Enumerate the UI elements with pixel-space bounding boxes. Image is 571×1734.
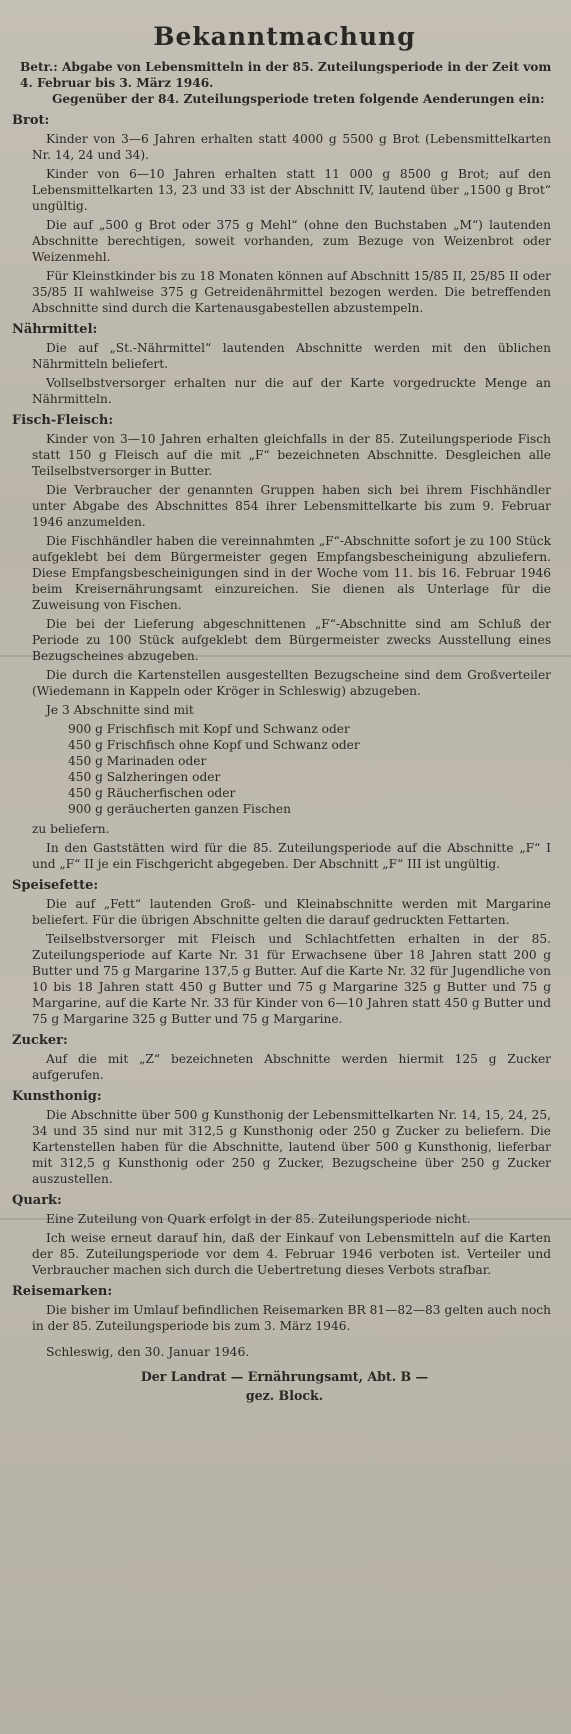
list-item: 450 g Räucherfischen oder — [68, 786, 236, 800]
kunsthonig-paragraph: Die Abschnitte über 500 g Kunsthonig der Lebensmittelkarten Nr. 14, 15, 24, 25, 34 und 35 sind nur mit 312,5 g Kunsthonig oder 250 g Zucker zu beliefern. Die Kartenstellen haben für die Abschnitte, lautend über 500 g Kunsthonig, lieferbar mit 312,5 g Kunsthonig oder 250 g Zucker, Bezugscheine über 250 g Zucker auszustellen. — [32, 1108, 551, 1186]
fish-quantity-list — [68, 721, 557, 817]
fisch-paragraph: Die Verbraucher der genannten Gruppen haben sich bei ihrem Fischhändler unter Abgabe des Abschnittes 854 ihrer Lebensmittelkarte bis zum 9. Februar 1946 anzumelden. — [32, 483, 551, 529]
brot-paragraph: Die auf „500 g Brot oder 375 g Mehl“ (ohne den Buchstaben „M“) lautenden Abschnitte berechtigen, soweit vorhanden, zum Bezuge von Weizenbrot oder Weizenmehl. — [32, 218, 551, 264]
brot-paragraph: Kinder von 6—10 Jahren erhalten statt 11 000 g 8500 g Brot; auf den Lebensmittelkarten 13, 23 und 33 ist der Abschnitt IV, lautend über „1500 g Brot“ ungültig. — [32, 167, 551, 213]
paper-fold — [0, 1218, 571, 1220]
fisch-paragraph: In den Gaststätten wird für die 85. Zuteilungsperiode auf die Abschnitte „F“ I und „F“ II je ein Fischgericht abgegeben. Der Abschnitt „F“ III ist ungültig. — [32, 841, 551, 871]
speisefette-paragraph: Teilselbstversorger mit Fleisch und Schlachtfetten erhalten in der 85. Zuteilungsperiode auf Karte Nr. 31 für Erwachsene über 18 Jahren statt 200 g Butter und 75 g Margarine 137,5 g Butter. Auf die Karte Nr. 32 für Jugendliche von 10 bis 18 Jahren statt 450 g Butter und 75 g Margarine 325 g Butter und 75 g Margarine, auf die Karte Nr. 33 für Kinder von 6—10 Jahren statt 450 g Butter und 75 g Margarine 325 g Butter und 75 g Margarine. — [32, 932, 551, 1026]
brot-paragraph: Für Kleinstkinder bis zu 18 Monaten können auf Abschnitt 15/85 II, 25/85 II oder 35/85 II wahlweise 375 g Getreidenährmittel bezogen werden. Die betreffenden Abschnitte sind durch die Kartenausgabestellen abzustempeln. — [32, 269, 551, 315]
list-item: 450 g Marinaden oder — [68, 754, 207, 768]
list-item: 450 g Salzheringen oder — [68, 770, 221, 784]
place-date: Schleswig, den 30. Januar 1946. — [46, 1344, 250, 1359]
fisch-paragraph: Die Fischhändler haben die vereinnahmten „F“-Abschnitte sofort je zu 100 Stück aufgeklebt bei dem Bürgermeister gegen Empfangsbescheinigung abzuliefern. Diese Empfangsbescheinigungen sind in der Woche vom 11. bis 16. Februar 1946 beim Kreisernährungsamt einzureichen. Sie dienen als Unterlage für die Zuweisung von Fischen. — [32, 534, 551, 612]
section-heading-reisemarken: Reisemarken: — [12, 1284, 113, 1299]
section-heading-kunsthonig: Kunsthonig: — [12, 1089, 102, 1104]
intro-line: Gegenüber der 84. Zuteilungsperiode treten folgende Aenderungen ein: — [52, 92, 545, 106]
fisch-after-list: zu beliefern. — [32, 822, 110, 836]
reisemarken-paragraph: Die bisher im Umlauf befindlichen Reisemarken BR 81—82—83 gelten auch noch in der 85. Zuteilungsperiode bis zum 3. März 1946. — [32, 1303, 551, 1333]
list-item: 900 g geräucherten ganzen Fischen — [68, 802, 291, 816]
naehrmittel-paragraph: Vollselbstversorger erhalten nur die auf der Karte vorgedruckte Menge an Nährmitteln. — [32, 376, 551, 406]
section-heading-brot: Brot: — [12, 113, 50, 128]
list-item: 450 g Frischfisch ohne Kopf und Schwanz oder — [68, 738, 360, 752]
zucker-paragraph: Auf die mit „Z“ bezeichneten Abschnitte werden hiermit 125 g Zucker aufgerufen. — [32, 1052, 551, 1082]
speisefette-paragraph: Die auf „Fett“ lautenden Groß- und Kleinabschnitte werden mit Margarine beliefert. Für die übrigen Abschnitte gelten die darauf gedruckten Fettarten. — [32, 897, 551, 927]
subject-line: Betr.: Abgabe von Lebensmitteln in der 85. Zuteilungsperiode in der Zeit vom 4. Februar bis 3. März 1946. — [20, 60, 552, 90]
section-heading-zucker: Zucker: — [12, 1033, 68, 1048]
naehrmittel-paragraph: Die auf „St.-Nährmittel“ lautenden Abschnitte werden mit den üblichen Nährmitteln beliefert. — [32, 341, 551, 371]
page-title: Bekanntmachung — [153, 22, 416, 51]
section-heading-speisefette: Speisefette: — [12, 878, 99, 893]
brot-paragraph: Kinder von 3—6 Jahren erhalten statt 4000 g 5500 g Brot (Lebensmittelkarten Nr. 14, 24 und 34). — [32, 132, 551, 162]
fisch-paragraph: Die bei der Lieferung abgeschnittenen „F“-Abschnitte sind am Schluß der Periode zu 100 Stück aufgeklebt dem Bürgermeister zwecks Ausstellung eines Bezugscheines abzugeben. — [32, 617, 551, 663]
fisch-paragraph: Je 3 Abschnitte sind mit — [46, 703, 194, 717]
section-heading-naehrmittel: Nährmittel: — [12, 322, 98, 337]
quark-paragraph: Ich weise erneut darauf hin, daß der Einkauf von Lebensmitteln auf die Karten der 85. Zuteilungsperiode vor dem 4. Februar 1946 verboten ist. Verteiler und Verbraucher machen sich durch die Uebertretung dieses Verbots strafbar. — [32, 1231, 551, 1277]
fisch-paragraph: Die durch die Kartenstellen ausgestellten Bezugscheine sind dem Großverteiler (Wiedemann in Kappeln oder Kröger in Schleswig) abzugeben. — [32, 668, 551, 698]
section-heading-fisch: Fisch-Fleisch: — [12, 413, 114, 428]
list-item: 900 g Frischfisch mit Kopf und Schwanz oder — [68, 722, 350, 736]
paper-fold — [0, 655, 571, 657]
issuing-office: Der Landrat — Ernährungsamt, Abt. B — — [140, 1369, 429, 1384]
fisch-paragraph: Kinder von 3—10 Jahren erhalten gleichfalls in der 85. Zuteilungsperiode Fisch statt 150 g Fleisch auf die mit „F“ bezeichneten Abschnitte. Desgleichen alle Teilselbstversorger in Butter. — [32, 432, 551, 478]
signed-by: gez. Block. — [245, 1388, 324, 1403]
section-heading-quark: Quark: — [12, 1193, 62, 1208]
quark-paragraph: Eine Zuteilung von Quark erfolgt in der 85. Zuteilungsperiode nicht. — [46, 1212, 471, 1226]
